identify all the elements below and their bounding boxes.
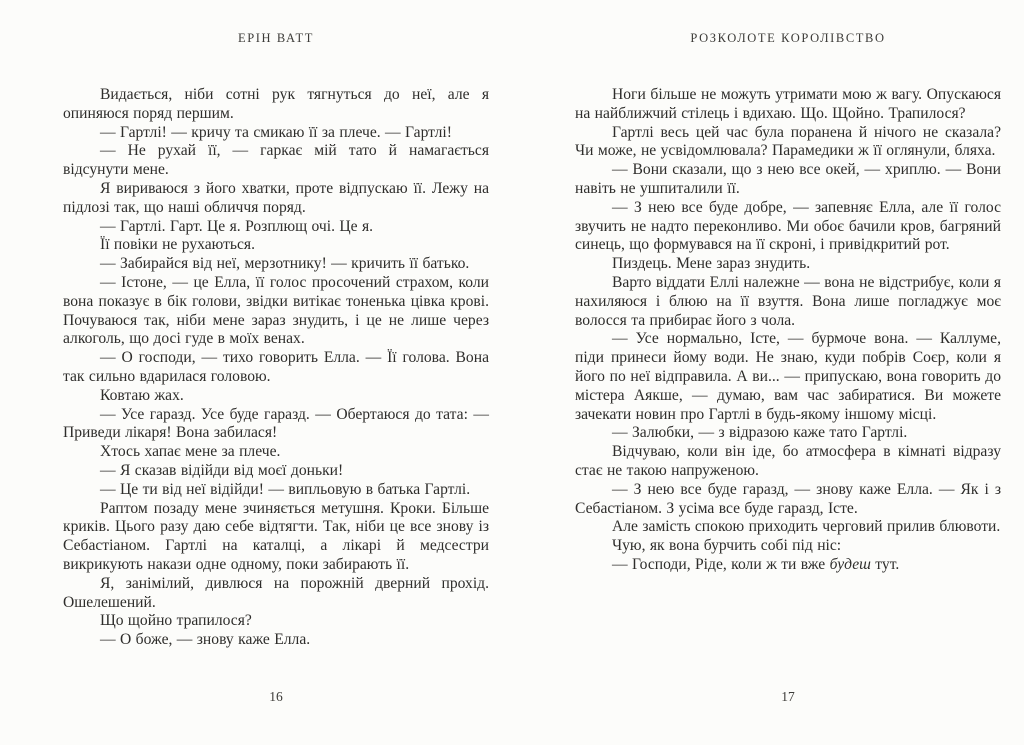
paragraph: Я вириваюся з його хватки, проте відпускаю її. Лежу на підлозі так, що наші обличчя поряд. xyxy=(63,179,489,216)
paragraph: Її повіки не рухаються. xyxy=(100,236,256,254)
paragraph: — З нею все буде гаразд, — знову каже Елла. — Як і з Себастіаном. З усіма все буде гаразд, Істе. xyxy=(575,480,1001,517)
paragraph: Хтось хапає мене за плече. xyxy=(100,443,281,461)
page-number-left: 16 xyxy=(269,689,283,704)
paragraph: Пиздець. Мене зараз знудить. xyxy=(612,255,811,273)
paragraph: — О боже, — знову каже Елла. xyxy=(100,631,311,649)
paragraph: — Усе нормально, Істе, — бурмоче вона. — Каллуме, піди принеси йому води. Не знаю, куди побрів Соєр, коли я його по неї відправила. А ви... — припускаю, вона говорить до містера Аякше, — думаю, вам час забиратися. Ви можете зачекати новин про Гартлі в будь-якому іншому місці. xyxy=(575,330,1001,423)
paragraph: Видається, ніби сотні рук тягнуться до неї, але я опиняюся поряд першим. xyxy=(63,86,489,122)
running-header-author: ЕРІН ВАТТ xyxy=(237,31,315,45)
paragraph: Варто віддати Еллі належне — вона не відстрибує, коли я нахиляюся і блюю на її взуття. Вона лише погладжує моє волосся та прибирає його з чола. xyxy=(575,273,1001,329)
paragraph: — Істоне, — це Елла, її голос просочений страхом, коли вона показує в бік голови, звідки витікає тоненька цівка крові. Почуваюся так, ніби мене зараз знудить, і це не лише через алкоголь, що досі гуде в моїх венах. xyxy=(63,273,489,348)
paragraph: — О господи, — тихо говорить Елла. — Її голова. Вона так сильно вдарилася головою. xyxy=(63,349,489,385)
paragraph: — Я сказав відійди від моєї доньки! xyxy=(100,461,344,479)
paragraph: Чую, як вона бурчить собі під ніс: xyxy=(612,537,842,555)
paragraph: Але замість спокою приходить черговий прилив блювоти. xyxy=(612,518,1001,536)
page-left-text xyxy=(63,86,489,650)
running-header-title: РОЗКОЛОТЕ КОРОЛІВСТВО xyxy=(690,31,886,45)
page-number-right: 17 xyxy=(781,689,795,704)
paragraph: — Залюбки, — з відразою каже тато Гартлі. xyxy=(612,424,908,442)
paragraph: — З нею все буде добре, — запевняє Елла, але її голос звучить не надто переконливо. Ми обоє бачили кров, багряний синець, що формувався на її скроні, і привідкритий рот. xyxy=(575,198,1001,254)
paragraph: Відчуваю, коли він іде, бо атмосфера в кімнаті відразу стає не такою напруженою. xyxy=(575,443,1001,479)
paragraph: — Господи, Ріде, коли ж ти вже будеш тут. xyxy=(612,555,900,573)
paragraph: Гартлі весь цей час була поранена й нічого не сказала? Чи може, не усвідомлювала? Парамедики ж її оглянули, бляха. xyxy=(575,123,1001,160)
paragraph: — Гартлі! — кричу та смикаю її за плече. — Гартлі! xyxy=(100,123,452,141)
page-right xyxy=(512,0,1024,745)
page-right-text xyxy=(575,86,1001,575)
paragraph: Раптом позаду мене зчиняється метушня. Кроки. Більше криків. Цього разу даю себе відтягти. Так, ніби це все знову із Себастіаном. Гартлі на каталці, а лікарі й медсестри викрикують накази одне одному, поки забирають її. xyxy=(63,499,489,573)
paragraph: — Це ти від неї відійди! — випльовую в батька Гартлі. xyxy=(100,480,471,498)
paragraph: — Забирайся від неї, мерзотнику! — кричить її батько. xyxy=(100,255,470,273)
paragraph: — Вони сказали, що з нею все окей, — хриплю. — Вони навіть не ушпиталили її. xyxy=(575,161,1001,197)
paragraph: — Не рухай її, — гаркає мій тато й намагається відсунути мене. xyxy=(63,142,489,179)
paragraph: Що щойно трапилося? xyxy=(100,612,252,630)
paragraph: Ноги більше не можуть утримати мою ж вагу. Опускаюся на найближчий стілець і вдихаю. Що. Щойно. Трапилося? xyxy=(575,86,1001,122)
paragraph: Ковтаю жах. xyxy=(100,386,184,404)
paragraph: — Усе гаразд. Усе буде гаразд. — Обертаюся до тата: — Приведи лікаря! Вона забилася! xyxy=(63,405,489,442)
paragraph: Я, занімілий, дивлюся на порожній дверний прохід. Ошелешений. xyxy=(63,574,489,611)
paragraph: — Гартлі. Гарт. Це я. Розплющ очі. Це я. xyxy=(100,217,374,235)
